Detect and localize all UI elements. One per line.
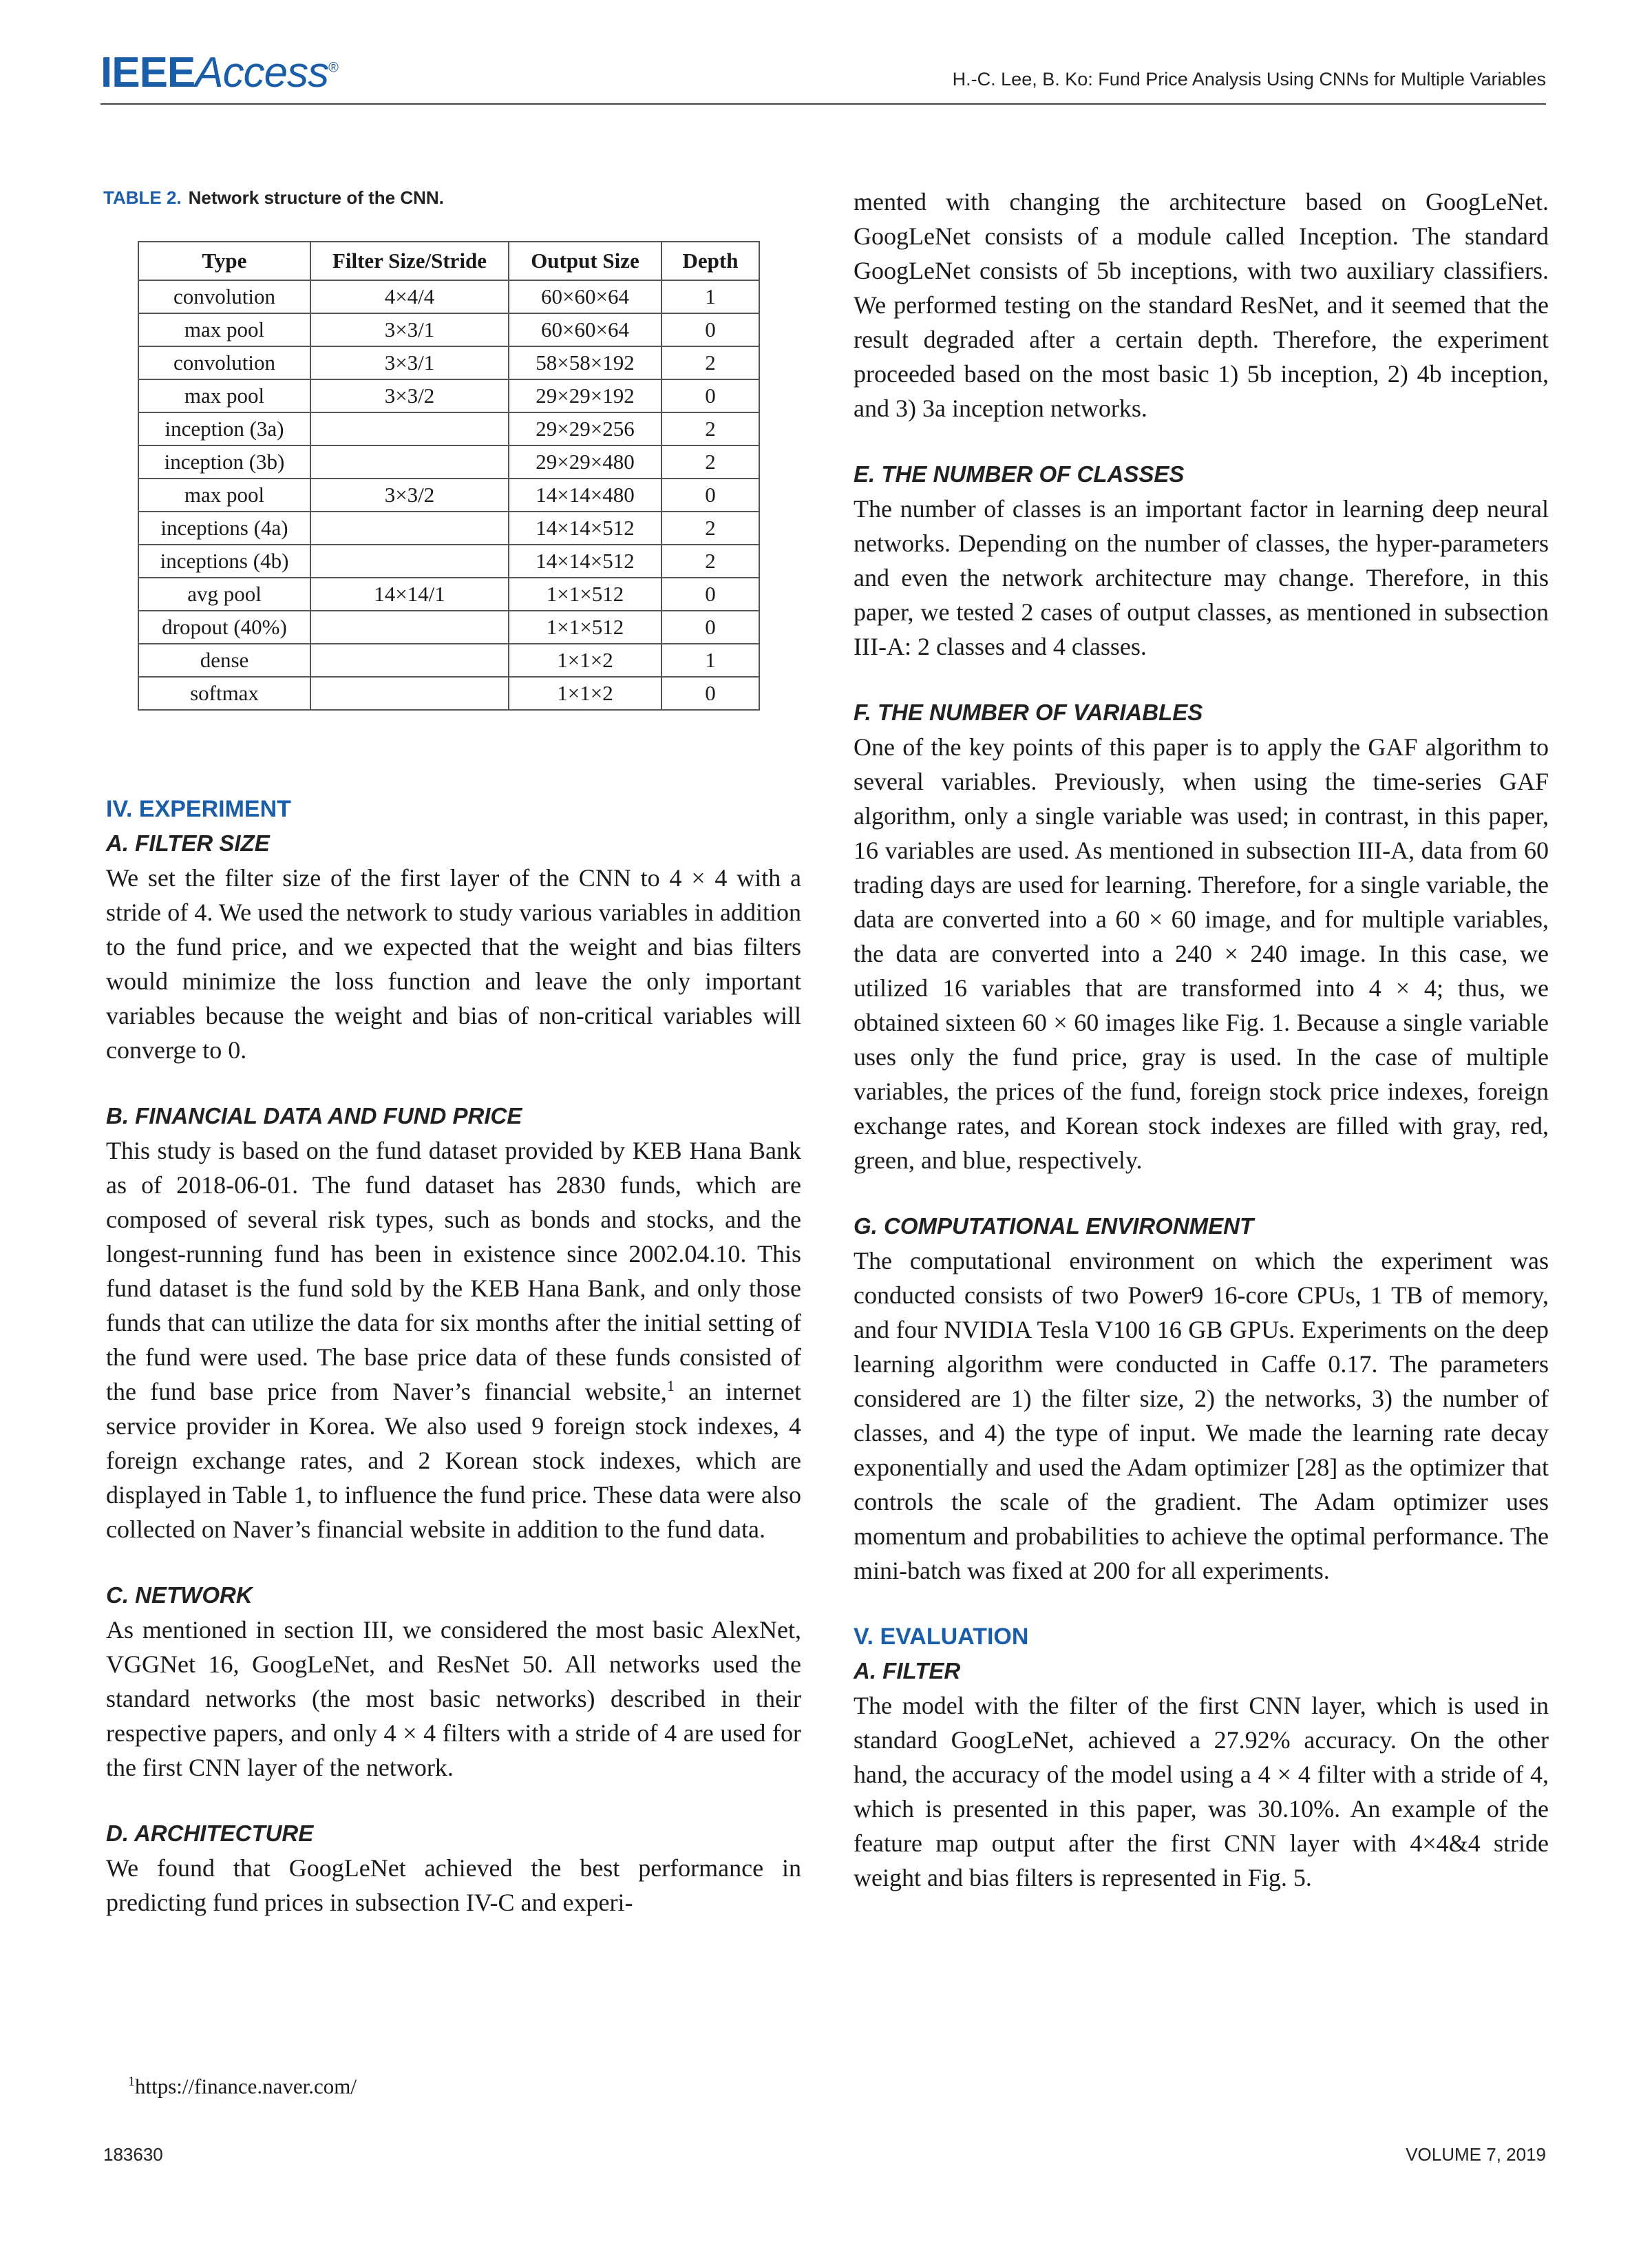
cell-type: dense [138,644,310,677]
cell-filter: 14×14/1 [310,578,509,611]
table-row [138,578,759,611]
section-heading-evaluation: V. EVALUATION [854,1624,1029,1650]
paragraph-variables: One of the key points of this paper is to apply the GAF algorithm to several variables. Previously, when using the time-series GAF algorithm, only a single variable was used; in contrast, in this paper, 16 variables are used. As mentioned in subsection III-A, data from 60 trading days are used for learning. Therefore, for a single variable, the data are converted into a 60 × 60 image, and for multiple variables, the data are converted into a 240 × 240 image. In this case, we utilized 16 variables that are transformed into 4 × 4; thus, we obtained sixteen 60 × 60 images like Fig. 1. Because a single variable uses only the fund price, gray is used. In the case of multiple variables, the prices of the fund, foreign stock price indexes, foreign exchange rates, and Korean stock indexes are filled with gray, red, green, and blue, respectively. [854,733,1549,1174]
table-row [138,445,759,479]
cell-type: inceptions (4b) [138,545,310,578]
subsection-heading-filter: A. FILTER [854,1658,961,1683]
cell-type: max pool [138,379,310,412]
table-row [138,379,759,412]
column-header-depth: Depth [661,242,759,280]
cell-type: convolution [138,280,310,313]
cell-filter: 4×4/4 [310,280,509,313]
cell-output: 60×60×64 [509,313,661,346]
subsection-heading-network: C. NETWORK [106,1582,253,1608]
table-row [138,677,759,710]
paragraph-filter: The model with the filter of the first CNN layer, which is used in standard GoogLeNet, achieved a 27.92% accuracy. On the other hand, the accuracy of the model using a 4 × 4 filter with a stride of 4, which is presented in this paper, was 30.10%. An example of the feature map output after the first CNN layer with 4×4&4 stride weight and bias filters is represented in Fig. 5. [854,1692,1549,1891]
cell-type: max pool [138,313,310,346]
running-head: H.-C. Lee, B. Ko: Fund Price Analysis Using CNNs for Multiple Variables [952,69,1546,90]
cell-output: 1×1×512 [509,611,661,644]
paragraph-architecture: We found that GoogLeNet achieved the best performance in predicting fund prices in subsection IV-C and experi- [106,1854,801,1916]
cell-filter: 3×3/1 [310,313,509,346]
cell-type: dropout (40%) [138,611,310,644]
cell-depth: 2 [661,445,759,479]
table-row [138,644,759,677]
cell-filter: 3×3/2 [310,379,509,412]
cell-filter [310,611,509,644]
subsection-heading-architecture: D. ARCHITECTURE [106,1820,314,1846]
cell-output: 1×1×2 [509,644,661,677]
header-rule [100,103,1546,105]
cell-depth: 2 [661,545,759,578]
column-header-output: Output Size [509,242,661,280]
cell-filter [310,644,509,677]
cell-filter [310,412,509,445]
section-heading-experiment: IV. EXPERIMENT [106,796,291,822]
cell-depth: 0 [661,677,759,710]
column-header-type: Type [138,242,310,280]
table-row [138,512,759,545]
cell-filter [310,545,509,578]
cell-depth: 0 [661,578,759,611]
left-column [106,792,801,1920]
cell-output: 1×1×512 [509,578,661,611]
footnote-mark: 1 [128,2074,135,2089]
cell-type: softmax [138,677,310,710]
cell-type: avg pool [138,578,310,611]
cell-output: 14×14×512 [509,545,661,578]
paragraph-financial-data [106,1133,801,1546]
logo-registered-mark: ® [328,60,338,76]
footnote-link[interactable]: https://finance.naver.com/ [135,2074,357,2099]
cell-filter [310,512,509,545]
cell-filter: 3×3/1 [310,346,509,379]
cell-output: 29×29×192 [509,379,661,412]
table-row [138,412,759,445]
subsection-heading-financial-data: B. FINANCIAL DATA AND FUND PRICE [106,1103,522,1129]
cell-depth: 1 [661,644,759,677]
table-row [138,346,759,379]
cell-type: inception (3b) [138,445,310,479]
table-row [138,545,759,578]
column-header-filter: Filter Size/Stride [310,242,509,280]
cell-depth: 0 [661,313,759,346]
cell-filter [310,677,509,710]
cell-output: 60×60×64 [509,280,661,313]
cell-filter: 3×3/2 [310,479,509,512]
cell-output: 29×29×480 [509,445,661,479]
cell-depth: 0 [661,379,759,412]
volume-label: VOLUME 7, 2019 [1406,2144,1546,2165]
journal-logo [100,48,338,97]
cell-output: 1×1×2 [509,677,661,710]
cell-output: 14×14×480 [509,479,661,512]
footnote-reference: 1 [666,1377,675,1394]
cell-depth: 2 [661,346,759,379]
cell-depth: 1 [661,280,759,313]
subsection-heading-variables: F. THE NUMBER OF VARIABLES [854,700,1203,725]
paragraph-text: an internet service provider in Korea. We also used 9 foreign stock indexes, 4 foreign exchange rates, and 2 Korean stock indexes, which are displayed in Table 1, to influence the fund price. These data were also collected on Naver’s financial website in addition to the fund data. [106,1378,801,1543]
table-row [138,280,759,313]
logo-main: IEEE [100,49,195,96]
cell-type: convolution [138,346,310,379]
subsection-heading-environment: G. COMPUTATIONAL ENVIRONMENT [854,1213,1254,1239]
table-row [138,611,759,644]
paragraph-text: This study is based on the fund dataset provided by KEB Hana Bank as of 2018-06-01. The fund dataset has 2830 funds, which are composed of several risk types, such as bonds and stocks, and the longest-running fund has been in existence since 2002.04.10. This fund dataset is the fund sold by the KEB Hana Bank, and only those funds that can utilize the data for six months after the initial setting of the fund were used. The base price data of these funds consisted of the fund base price from Naver’s financial website, [106,1137,801,1405]
page-number: 183630 [103,2144,163,2165]
table-caption [103,187,444,209]
cell-type: inception (3a) [138,412,310,445]
cell-depth: 2 [661,512,759,545]
subsection-heading-classes: E. THE NUMBER OF CLASSES [854,461,1185,487]
cell-depth: 0 [661,611,759,644]
table-row [138,479,759,512]
paragraph-classes: The number of classes is an important factor in learning deep neural networks. Depending on the number of classes, the hyper-parameters and even the network architecture may change. Therefore, in this paper, we tested 2 cases of output classes, as mentioned in subsection III-A: 2 classes and 4 classes. [854,495,1549,660]
cell-depth: 0 [661,479,759,512]
cell-type: inceptions (4a) [138,512,310,545]
paragraph-environment: The computational environment on which the experiment was conducted consists of two Power9 16-core CPUs, 1 TB of memory, and four NVIDIA Tesla V100 16 GB GPUs. Experiments on the deep learning algorithm were conducted in Caffe 0.17. The parameters considered are 1) the filter size, 2) the networks, 3) the number of classes, and 4) the type of input. We made the learning rate decay exponentially and used the Adam optimizer [28] as the optimizer that controls the scale of the gradient. The Adam optimizer uses momentum and probabilities to achieve the optimal performance. The mini-batch was fixed at 200 for all experiments. [854,1247,1549,1584]
table-label: TABLE 2. [103,187,182,208]
table-row [138,313,759,346]
logo-sub: Access [195,49,329,96]
cell-output: 14×14×512 [509,512,661,545]
cell-output: 29×29×256 [509,412,661,445]
subsection-heading-filter-size: A. FILTER SIZE [106,830,270,856]
table-caption-text: Network structure of the CNN. [188,187,444,208]
paragraph-filter-size: We set the filter size of the first layer of the CNN to 4 × 4 with a stride of 4. We used the network to study various variables in addition to the fund price, and we expected that the weight and bias filters would minimize the loss function and leave the only important variables because the weight and bias of non-critical variables will converge to 0. [106,864,801,1064]
cell-type: max pool [138,479,310,512]
right-column [854,185,1549,1895]
cell-output: 58×58×192 [509,346,661,379]
paragraph-network: As mentioned in section III, we considered the most basic AlexNet, VGGNet 16, GoogLeNet, and ResNet 50. All networks used the standard networks (the most basic networks) described in their respective papers, and only 4 × 4 filters with a stride of 4 are used for the first CNN layer of the network. [106,1616,801,1781]
network-structure-table [138,241,760,711]
footnote [128,2074,357,2099]
table-header-row [138,242,759,280]
paragraph-architecture-continued: mented with changing the architecture based on GoogLeNet. GoogLeNet consists of a module called Inception. The standard GoogLeNet consists of 5b inceptions, with two auxiliary classifiers. We performed testing on the standard ResNet, and it seemed that the result degraded after a certain depth. Therefore, the experiment proceeded based on the most basic 1) 5b inception, 2) 4b inception, and 3) 3a inception networks. [854,188,1549,422]
cell-depth: 2 [661,412,759,445]
cell-filter [310,445,509,479]
